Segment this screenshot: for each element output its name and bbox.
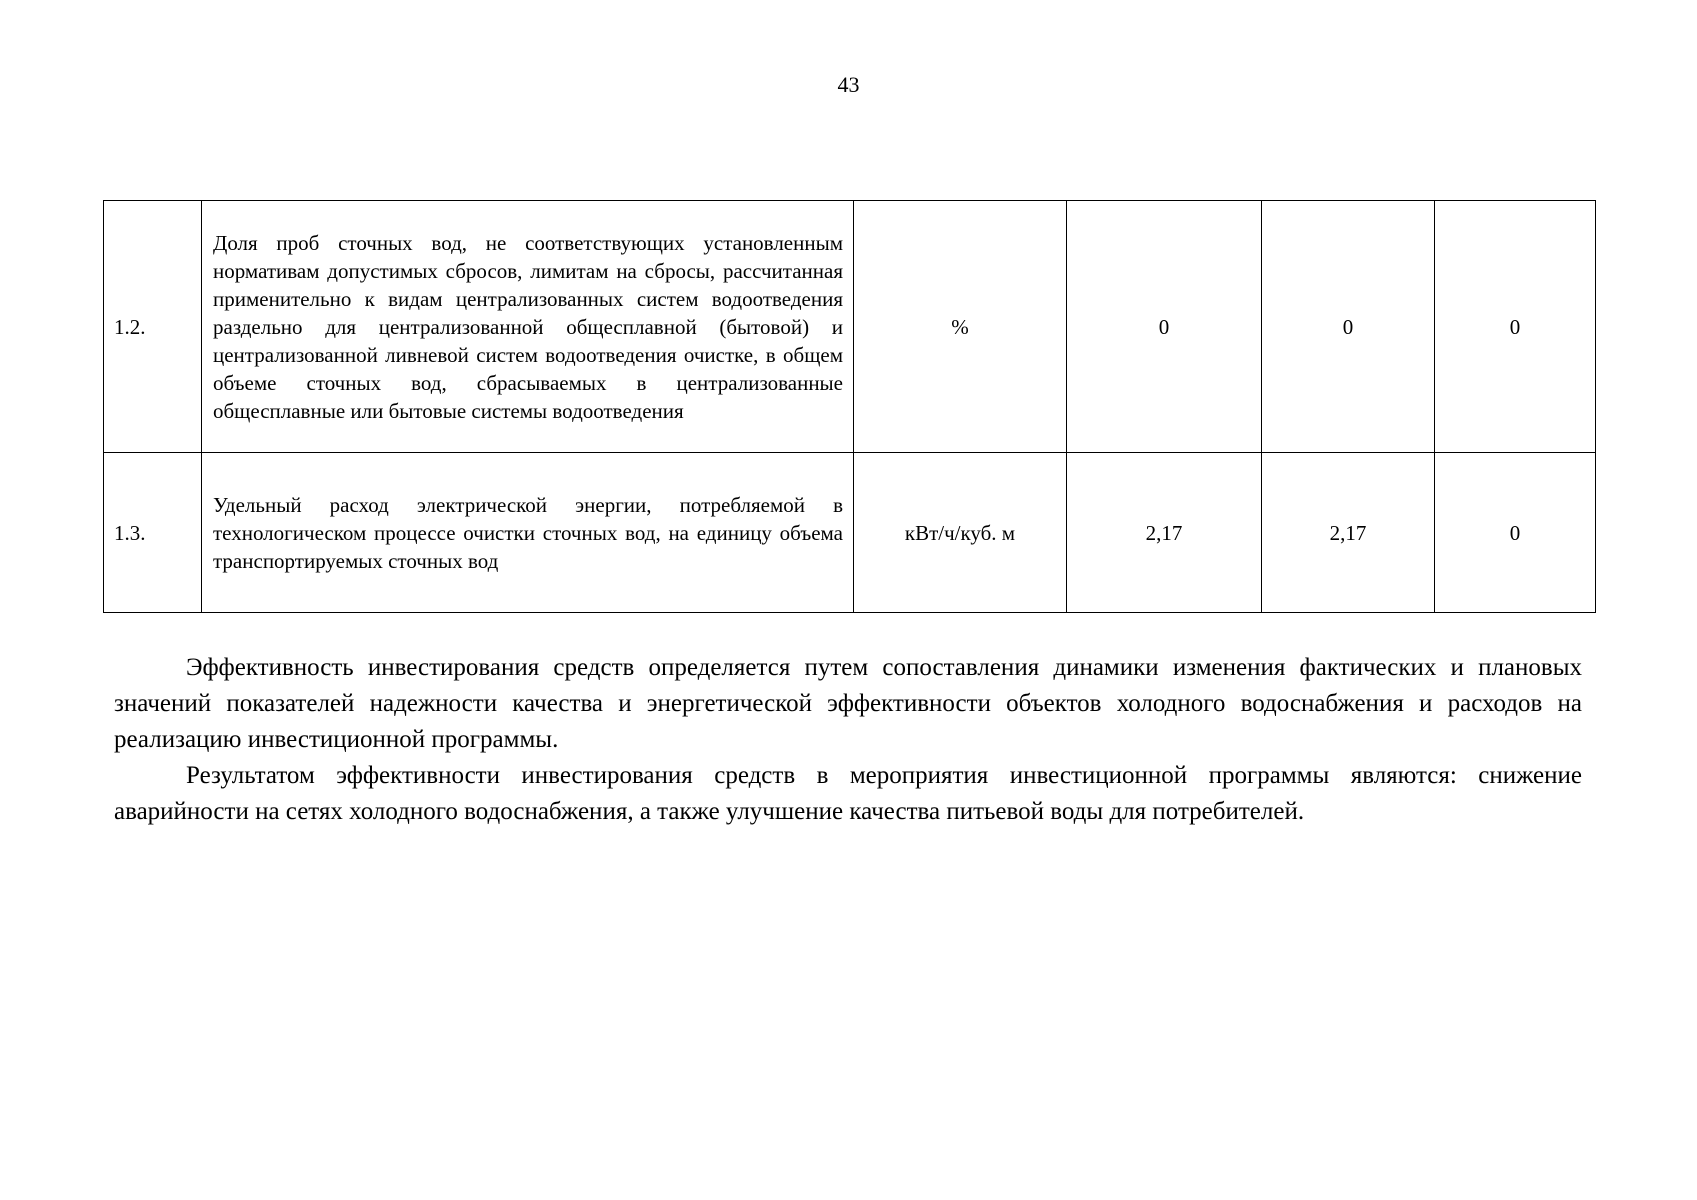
value-cell-2: 2,17 — [1262, 453, 1435, 613]
value-cell-1: 2,17 — [1067, 453, 1262, 613]
indicator-name-cell: Доля проб сточных вод, не соответствующих установленным нормативам допустимых сбросов, лимитам на сбросы, рассчитанная применительно к видам централизованных систем водоотведения раздельно для централизованной общесплавной (бытовой) и централизованной ливневой систем водоотведения очистке, в общем объеме сточных вод, сбрасываемых в централизованные общесплавные или бытовые системы водоотведения — [202, 201, 854, 453]
table-row — [104, 201, 1596, 453]
value-cell-3: 0 — [1435, 201, 1596, 453]
row-number-cell: 1.2. — [104, 201, 202, 453]
row-number-cell: 1.3. — [104, 453, 202, 613]
indicators-table — [103, 200, 1596, 613]
page-number: 43 — [837, 72, 860, 97]
table-row — [104, 453, 1596, 613]
value-cell-2: 0 — [1262, 201, 1435, 453]
indicator-name-cell: Удельный расход электрической энергии, потребляемой в технологическом процессе очистки сточных вод, на единицу объема транспортируемых сточных вод — [202, 453, 854, 613]
value-cell-1: 0 — [1067, 201, 1262, 453]
unit-cell: кВт/ч/куб. м — [854, 453, 1067, 613]
paragraph: Эффективность инвестирования средств определяется путем сопоставления динамики изменения фактических и плановых значений показателей надежности качества и энергетической эффективности объектов холодного водоснабжения и расходов на реализацию инвестиционной программы. — [114, 654, 1582, 753]
unit-cell: % — [854, 201, 1067, 453]
paragraph: Результатом эффективности инвестирования средств в мероприятия инвестиционной программы являются: снижение аварийности на сетях холодного водоснабжения, а также улучшение качества питьевой воды для потребителей. — [114, 762, 1582, 825]
body-text — [114, 650, 1582, 830]
value-cell-3: 0 — [1435, 453, 1596, 613]
